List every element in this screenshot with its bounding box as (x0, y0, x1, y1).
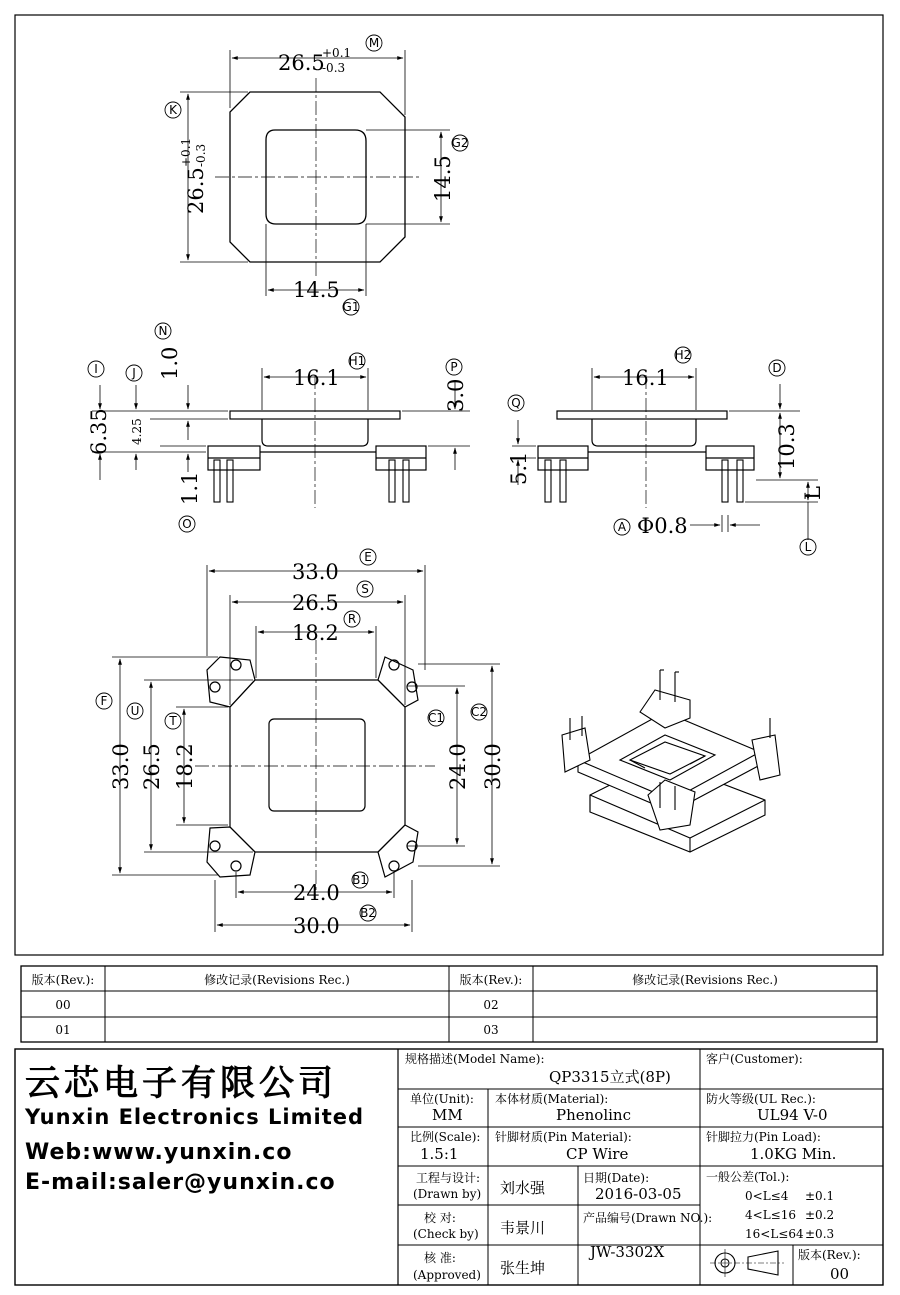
dim-top-width-tol-minus: -0.3 (322, 61, 346, 75)
rev-row-00: 00 (55, 998, 71, 1012)
dim-bottom-h1: 33.0 (109, 743, 133, 790)
tol-value-2: ±0.2 (805, 1208, 835, 1222)
company-web: Web:www.yunxin.co (25, 1140, 293, 1165)
scale-label: 比例(Scale): (410, 1130, 481, 1144)
ul-value: UL94 V-0 (757, 1106, 828, 1124)
label-f (96, 693, 112, 709)
label-q (508, 395, 524, 411)
rev-row-02: 02 (483, 998, 499, 1012)
company-name-cn: 云芯电子有限公司 (25, 1064, 338, 1104)
tol-value-1: ±0.1 (805, 1189, 835, 1203)
rec-header-right: 修改记录(Revisions Rec.) (632, 973, 778, 987)
label-c2 (471, 704, 487, 720)
pin-material-value: CP Wire (566, 1145, 629, 1163)
dim-side2-h: 5.1 (507, 451, 531, 485)
svg-text:N: N (158, 324, 168, 338)
svg-text:R: R (347, 612, 357, 626)
date-label: 日期(Date): (583, 1171, 650, 1185)
ul-label: 防火等级(UL Rec.): (706, 1092, 816, 1106)
projection-symbol-icon (710, 1249, 784, 1277)
svg-text:G1: G1 (342, 300, 360, 314)
company-email: E-mail:saler@yunxin.co (25, 1170, 336, 1195)
label-p (446, 359, 462, 375)
dim-side2-total: 10.3 (775, 423, 799, 470)
dim-bottom-w5: 30.0 (293, 914, 340, 938)
drawn-label-cn: 工程与设计: (416, 1171, 481, 1185)
pin-load-value: 1.0KG Min. (750, 1145, 837, 1163)
drawn-no-label: 产品编号(Drawn NO.): (583, 1211, 713, 1225)
dim-bottom-h4: 24.0 (446, 743, 470, 790)
dim-bottom-h2: 26.5 (140, 743, 164, 790)
dim-bottom-w4: 24.0 (293, 881, 340, 905)
svg-text:L: L (804, 540, 812, 554)
dim-top-height: 26.5 (184, 167, 208, 214)
dim-bottom-w2: 26.5 (292, 591, 339, 615)
svg-text:P: P (450, 360, 458, 374)
dim-top-height-tol-minus: -0.3 (194, 143, 208, 167)
unit-value: MM (432, 1106, 463, 1124)
side-view-left (92, 368, 470, 508)
check-label-en: (Check by) (413, 1227, 479, 1241)
company-name-en: Yunxin Electronics Limited (25, 1105, 365, 1129)
dim-top-width-tol-plus: +0.1 (322, 46, 352, 60)
label-k (165, 102, 181, 118)
label-h2 (675, 347, 692, 363)
svg-text:H2: H2 (674, 348, 692, 362)
dim-side1-h2: 4.25 (130, 418, 144, 445)
dim-bottom-w3: 18.2 (292, 621, 339, 645)
label-o (179, 516, 195, 532)
label-n (155, 323, 171, 339)
svg-text:F: F (100, 694, 108, 708)
pin-material-label: 针脚材质(Pin Material): (495, 1130, 632, 1144)
dim-pin-diameter: Φ0.8 (637, 514, 688, 538)
label-u (127, 703, 143, 719)
isometric-view (562, 670, 780, 852)
rev-row-03: 03 (483, 1023, 499, 1037)
label-h1 (349, 353, 366, 369)
unit-label: 单位(Unit): (410, 1092, 474, 1106)
svg-text:Q: Q (511, 396, 521, 410)
label-a (614, 519, 630, 535)
label-l (800, 539, 816, 555)
svg-text:M: M (368, 36, 380, 50)
svg-text:D: D (772, 361, 782, 375)
dim-side1-flange: 16.1 (293, 366, 340, 390)
drawn-label-en: (Drawn by) (413, 1187, 482, 1201)
svg-text:A: A (617, 520, 627, 534)
approved-label-en: (Approved) (413, 1268, 481, 1282)
material-value: Phenolinc (556, 1106, 631, 1124)
label-m (366, 35, 382, 51)
label-e (360, 549, 376, 565)
svg-text:B2: B2 (360, 906, 376, 920)
drawn-value: 刘水强 (500, 1179, 546, 1197)
rec-header-left: 修改记录(Revisions Rec.) (204, 973, 350, 987)
label-g1 (343, 299, 360, 315)
check-label-cn: 校 对: (424, 1211, 456, 1225)
pin-load-label: 针脚拉力(Pin Load): (706, 1130, 821, 1144)
dim-window-height: 14.5 (431, 155, 455, 202)
svg-text:T: T (169, 714, 177, 728)
svg-text:E: E (364, 550, 372, 564)
dim-side1-h1: 6.35 (87, 408, 111, 455)
top-view (180, 50, 450, 296)
label-b1 (352, 872, 368, 888)
approved-value: 张生坤 (500, 1259, 546, 1277)
label-d (769, 360, 785, 376)
drawn-no-value: JW-3302X (590, 1243, 665, 1261)
rev-label: 版本(Rev.): (798, 1248, 861, 1262)
tol-range-3: 16<L≤64 (745, 1227, 804, 1241)
tol-label: 一般公差(Tol.): (706, 1170, 790, 1184)
material-label: 本体材质(Material): (495, 1092, 609, 1106)
dim-bottom-h5: 30.0 (481, 743, 505, 790)
customer-label: 客户(Customer): (706, 1052, 803, 1066)
rev-row-01: 01 (55, 1023, 71, 1037)
svg-text:B1: B1 (352, 873, 368, 887)
label-g2 (452, 135, 469, 151)
tol-range-2: 4<L≤16 (745, 1208, 796, 1222)
dim-bottom-h3: 18.2 (173, 743, 197, 790)
dim-window-width: 14.5 (293, 278, 340, 302)
svg-text:K: K (169, 103, 177, 117)
label-s (357, 581, 373, 597)
tol-value-3: ±0.3 (805, 1227, 835, 1241)
svg-text:I: I (94, 362, 98, 376)
dim-side2-l: L (801, 486, 825, 500)
dim-side1-pin: 1.1 (178, 471, 202, 505)
date-value: 2016-03-05 (595, 1185, 682, 1203)
dim-bottom-w1: 33.0 (292, 560, 339, 584)
rev-value: 00 (830, 1265, 850, 1283)
scale-value: 1.5:1 (420, 1145, 459, 1163)
svg-text:J: J (132, 366, 136, 380)
label-r (344, 611, 360, 627)
svg-text:O: O (182, 517, 192, 531)
label-c1 (428, 710, 444, 726)
svg-text:C2: C2 (470, 705, 488, 719)
label-j (126, 365, 142, 381)
model-label: 规格描述(Model Name): (405, 1052, 545, 1066)
approved-label-cn: 核 准: (424, 1251, 456, 1265)
label-b2 (360, 905, 376, 921)
dim-side1-flange-t: 3.0 (444, 378, 468, 412)
svg-text:U: U (130, 704, 140, 718)
dim-side2-flange: 16.1 (622, 366, 669, 390)
label-i (88, 361, 104, 377)
check-value: 韦景川 (500, 1219, 546, 1237)
svg-text:H1: H1 (348, 354, 366, 368)
svg-text:S: S (361, 582, 369, 596)
revisions-table (21, 966, 877, 1042)
tol-range-1: 0<L≤4 (745, 1189, 789, 1203)
label-t (165, 713, 181, 729)
dim-side1-top: 1.0 (158, 346, 182, 380)
dim-top-height-tol-plus: +0.1 (179, 137, 193, 167)
model-value: QP3315立式(8P) (549, 1068, 671, 1086)
rev-header-right: 版本(Rev.): (459, 973, 523, 987)
dim-top-width: 26.5 (278, 51, 325, 75)
svg-text:C1: C1 (427, 711, 445, 725)
svg-text:G2: G2 (451, 136, 469, 150)
rev-header-left: 版本(Rev.): (31, 973, 95, 987)
